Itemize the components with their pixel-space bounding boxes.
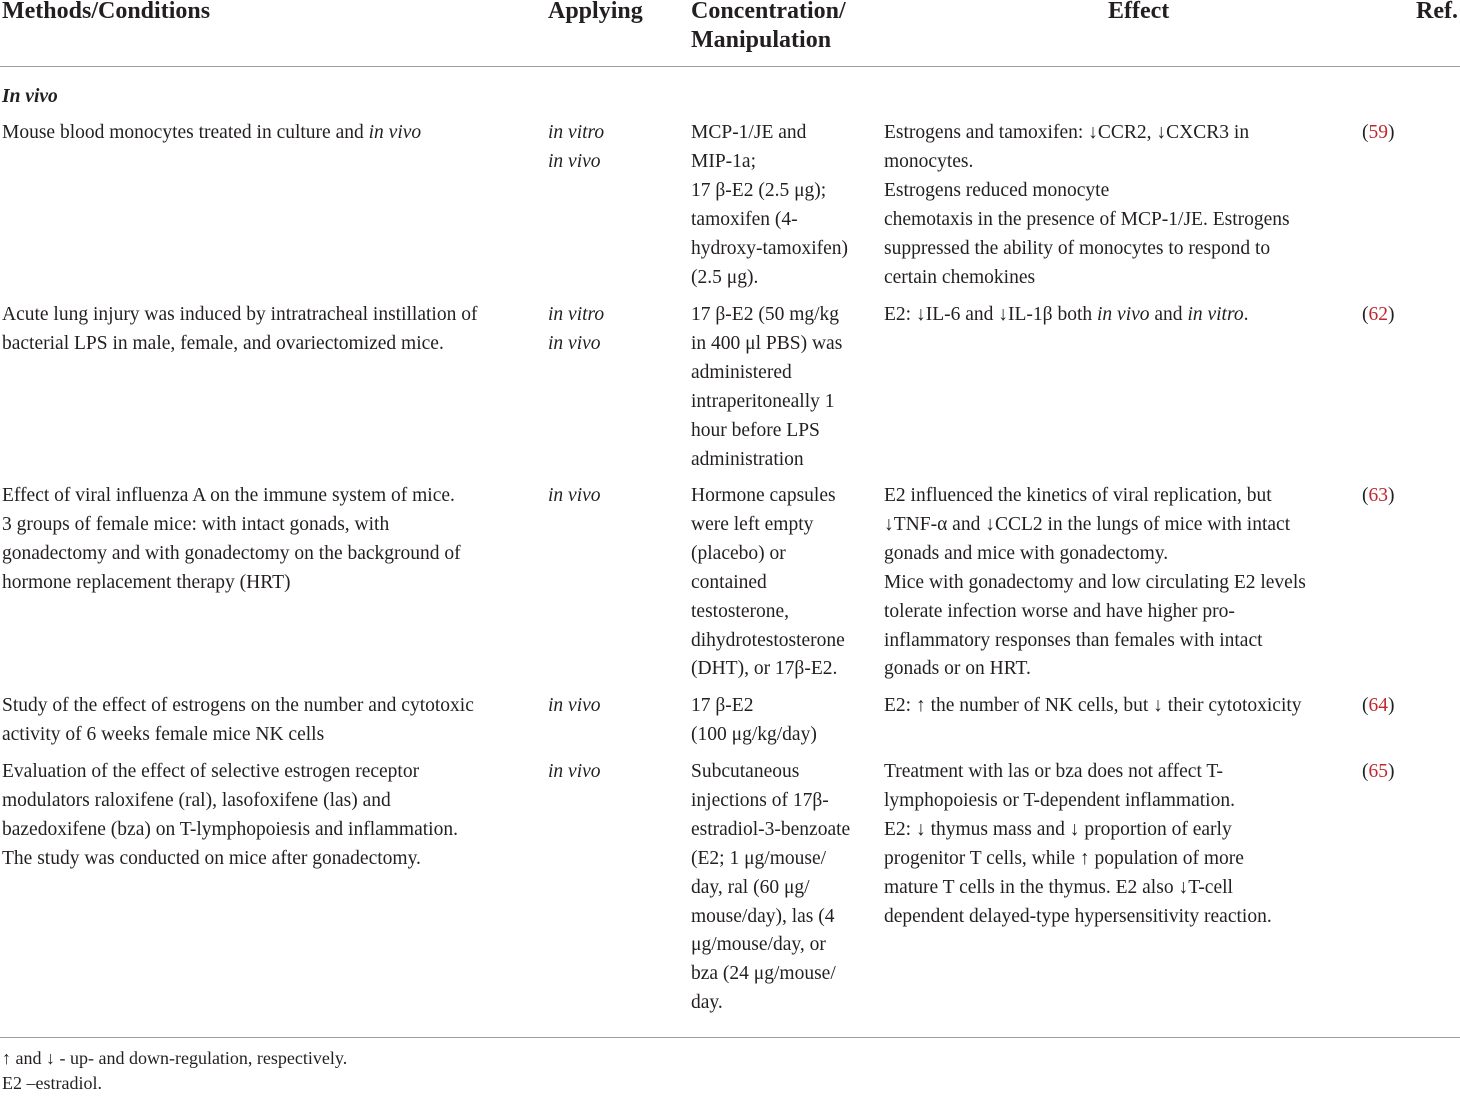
section-label: In vivo <box>2 86 58 107</box>
text-segment: Study of the effect of estrogens on the number and cytotoxic <box>2 695 474 716</box>
concentration-line: (100 μg/kg/day) <box>691 723 817 745</box>
effect-line <box>884 655 1356 684</box>
cell-effect <box>884 758 1356 931</box>
methods-line <box>2 692 532 721</box>
cell-ref <box>1362 482 1457 511</box>
text-segment: ↓TNF-α and ↓CCL2 in the lungs of mice with intact <box>884 513 1291 535</box>
text-segment: gonads or on HRT. <box>884 658 1031 680</box>
reference-paren: ) <box>1388 304 1395 325</box>
methods-line <box>2 787 532 816</box>
effect-line <box>884 206 1356 235</box>
cell-applying <box>548 482 673 511</box>
reference-paren: ( <box>1362 304 1369 325</box>
cell-methods <box>2 119 532 148</box>
concentration-line: administration <box>691 448 804 470</box>
cell-methods <box>2 482 532 598</box>
effect-line <box>884 874 1356 903</box>
effect-line <box>884 627 1356 656</box>
table-bottom-divider <box>0 1037 1460 1038</box>
cell-concentration <box>691 758 871 1018</box>
text-segment: and <box>1149 304 1188 325</box>
reference-paren: ) <box>1388 485 1395 506</box>
applying-line: in vivo <box>548 485 601 506</box>
text-segment: inflammatory responses than females with intact <box>884 629 1263 651</box>
methods-line <box>2 482 532 511</box>
cell-effect <box>884 692 1356 721</box>
text-segment: certain chemokines <box>884 266 1036 288</box>
reference-paren: ) <box>1388 122 1395 143</box>
cell-concentration <box>691 301 871 474</box>
text-segment: The study was conducted on mice after gonadectomy. <box>2 847 421 869</box>
applying-line: in vitro <box>548 122 605 143</box>
concentration-line: (E2; 1 μg/mouse/ <box>691 847 827 869</box>
cell-concentration <box>691 482 871 684</box>
text-segment: E2 influenced the kinetics of viral replication, but <box>884 485 1272 506</box>
concentration-line: hydroxy-tamoxifen) <box>691 237 849 259</box>
reference-paren: ) <box>1388 761 1395 782</box>
concentration-line: testosterone, <box>691 600 790 622</box>
header-concentration-line: Concentration/ <box>691 0 846 24</box>
applying-line: in vivo <box>548 150 601 172</box>
text-segment: Evaluation of the effect of selective estrogen receptor <box>2 761 420 782</box>
effect-line <box>884 119 1356 148</box>
applying-line: in vitro <box>548 304 605 325</box>
concentration-line: 17 β-E2 (2.5 μg); <box>691 179 827 201</box>
effect-line <box>884 903 1356 932</box>
concentration-line: (DHT), or 17β-E2. <box>691 658 838 680</box>
concentration-line: Hormone capsules <box>691 485 836 506</box>
concentration-line: injections of 17β- <box>691 789 829 811</box>
methods-line <box>2 119 532 148</box>
cell-ref <box>1362 119 1457 148</box>
methods-line <box>2 845 532 874</box>
concentration-line: administered <box>691 361 792 383</box>
effect-line <box>884 177 1356 206</box>
concentration-line: 17 β-E2 <box>691 695 754 716</box>
cell-effect <box>884 482 1356 684</box>
text-segment: Estrogens and tamoxifen: ↓CCR2, ↓CXCR3 in <box>884 122 1250 143</box>
cell-methods <box>2 301 532 359</box>
effect-line <box>884 482 1356 511</box>
footnote: ↑ and ↓ - up- and down-regulation, respectively. <box>2 1048 348 1068</box>
text-segment: Treatment with las or bza does not affect T- <box>884 761 1224 782</box>
concentration-line: MIP-1a; <box>691 150 756 172</box>
effect-line <box>884 816 1356 845</box>
cell-applying <box>548 301 673 359</box>
cell-concentration <box>691 119 871 292</box>
cell-ref <box>1362 758 1457 787</box>
effect-line <box>884 758 1356 787</box>
concentration-line: (placebo) or <box>691 542 786 564</box>
text-segment: chemotaxis in the presence of MCP-1/JE. Estrogens <box>884 208 1290 230</box>
text-segment: Mice with gonadectomy and low circulating E2 levels <box>884 571 1306 593</box>
italic-text: in vivo <box>368 122 422 143</box>
italic-text: in vitro <box>1187 304 1244 325</box>
italic-text: in vivo <box>1097 304 1150 325</box>
reference-link[interactable]: 62 <box>1368 304 1388 325</box>
cell-applying <box>548 119 673 177</box>
methods-line <box>2 569 532 598</box>
effect-line <box>884 845 1356 874</box>
methods-line <box>2 330 532 359</box>
reference-link[interactable]: 64 <box>1368 695 1388 716</box>
effect-line <box>884 148 1356 177</box>
table-footnotes <box>2 1046 347 1096</box>
cell-methods <box>2 758 532 874</box>
concentration-line: were left empty <box>691 513 814 535</box>
header-divider <box>0 66 1460 67</box>
cell-applying <box>548 758 673 787</box>
header-ref: Ref. <box>1416 0 1458 24</box>
text-segment: bacterial LPS in male, female, and ovariectomized mice. <box>2 332 444 354</box>
reference-link[interactable]: 65 <box>1368 761 1388 782</box>
concentration-line: contained <box>691 571 767 593</box>
cell-concentration <box>691 692 871 750</box>
reference-link[interactable]: 59 <box>1368 122 1388 143</box>
header-applying: Applying <box>548 0 643 24</box>
text-segment: gonadectomy and with gonadectomy on the background of <box>2 542 461 564</box>
effect-line <box>884 540 1356 569</box>
header-methods: Methods/Conditions <box>2 0 211 24</box>
text-segment: E2: ↑ the number of NK cells, but ↓ their cytotoxicity <box>884 695 1302 716</box>
reference-link[interactable]: 63 <box>1368 485 1388 506</box>
cell-ref <box>1362 301 1457 330</box>
methods-line <box>2 511 532 540</box>
methods-line <box>2 758 532 787</box>
concentration-line: dihydrotestosterone <box>691 629 845 651</box>
concentration-line: mouse/day), las (4 <box>691 905 835 927</box>
header-effect: Effect <box>1108 0 1170 24</box>
text-segment: gonads and mice with gonadectomy. <box>884 542 1169 564</box>
header-concentration <box>691 0 871 55</box>
concentration-line: 17 β-E2 (50 mg/kg <box>691 304 840 325</box>
effect-line <box>884 787 1356 816</box>
reference-paren: ( <box>1362 122 1369 143</box>
text-segment: E2: ↓IL-6 and ↓IL-1β both <box>884 304 1097 325</box>
methods-line <box>2 301 532 330</box>
text-segment: E2: ↓ thymus mass and ↓ proportion of early <box>884 818 1232 840</box>
concentration-line: tamoxifen (4- <box>691 208 798 230</box>
text-segment: Acute lung injury was induced by intratracheal instillation of <box>2 304 478 325</box>
effect-line <box>884 569 1356 598</box>
cell-effect <box>884 301 1356 330</box>
reference-paren: ( <box>1362 485 1369 506</box>
text-segment: lymphopoiesis or T-dependent inflammation. <box>884 789 1235 811</box>
effect-line <box>884 598 1356 627</box>
text-segment: hormone replacement therapy (HRT) <box>2 571 291 593</box>
footnote: E2 –estradiol. <box>2 1073 102 1093</box>
concentration-line: bza (24 μg/mouse/ <box>691 963 836 985</box>
text-segment: Mouse blood monocytes treated in culture and <box>2 122 369 143</box>
applying-line: in vivo <box>548 761 601 782</box>
methods-line <box>2 540 532 569</box>
text-segment: progenitor T cells, while ↑ population of more <box>884 847 1244 869</box>
text-segment: Effect of viral influenza A on the immune system of mice. <box>2 485 455 506</box>
concentration-line: hour before LPS <box>691 419 820 441</box>
concentration-line: (2.5 μg). <box>691 266 759 288</box>
text-segment: monocytes. <box>884 150 974 172</box>
text-segment: modulators raloxifene (ral), lasofoxifene (las) and <box>2 789 391 811</box>
reference-paren: ) <box>1388 695 1395 716</box>
text-segment: 3 groups of female mice: with intact gonads, with <box>2 513 390 535</box>
text-segment: dependent delayed-type hypersensitivity reaction. <box>884 905 1272 927</box>
text-segment: suppressed the ability of monocytes to respond to <box>884 237 1271 259</box>
applying-line: in vivo <box>548 695 601 716</box>
concentration-line: day, ral (60 μg/ <box>691 876 810 898</box>
concentration-line: day. <box>691 992 723 1014</box>
reference-paren: ( <box>1362 761 1369 782</box>
cell-applying <box>548 692 673 721</box>
effect-line <box>884 692 1356 721</box>
text-segment: bazedoxifene (bza) on T-lymphopoiesis and inflammation. <box>2 818 458 840</box>
methods-line <box>2 721 532 750</box>
cell-effect <box>884 119 1356 292</box>
effect-line <box>884 301 1356 330</box>
text-segment: activity of 6 weeks female mice NK cells <box>2 723 325 745</box>
text-segment: . <box>1243 304 1249 325</box>
concentration-line: intraperitoneally 1 <box>691 390 835 412</box>
concentration-line: MCP-1/JE and <box>691 122 807 143</box>
concentration-line: Subcutaneous <box>691 761 800 782</box>
text-segment: Estrogens reduced monocyte <box>884 179 1110 201</box>
effect-line <box>884 511 1356 540</box>
concentration-line: μg/mouse/day, or <box>691 934 826 956</box>
cell-ref <box>1362 692 1457 721</box>
reference-paren: ( <box>1362 695 1369 716</box>
methods-line <box>2 816 532 845</box>
text-segment: tolerate infection worse and have higher pro- <box>884 600 1235 622</box>
effect-line <box>884 264 1356 293</box>
table-header <box>0 0 1460 66</box>
text-segment: mature T cells in the thymus. E2 also ↓T-cell <box>884 876 1233 898</box>
applying-line: in vivo <box>548 332 601 354</box>
header-concentration-line: Manipulation <box>691 27 832 53</box>
concentration-line: estradiol-3-benzoate <box>691 818 851 840</box>
cell-methods <box>2 692 532 750</box>
concentration-line: in 400 μl PBS) was <box>691 332 843 354</box>
effect-line <box>884 235 1356 264</box>
